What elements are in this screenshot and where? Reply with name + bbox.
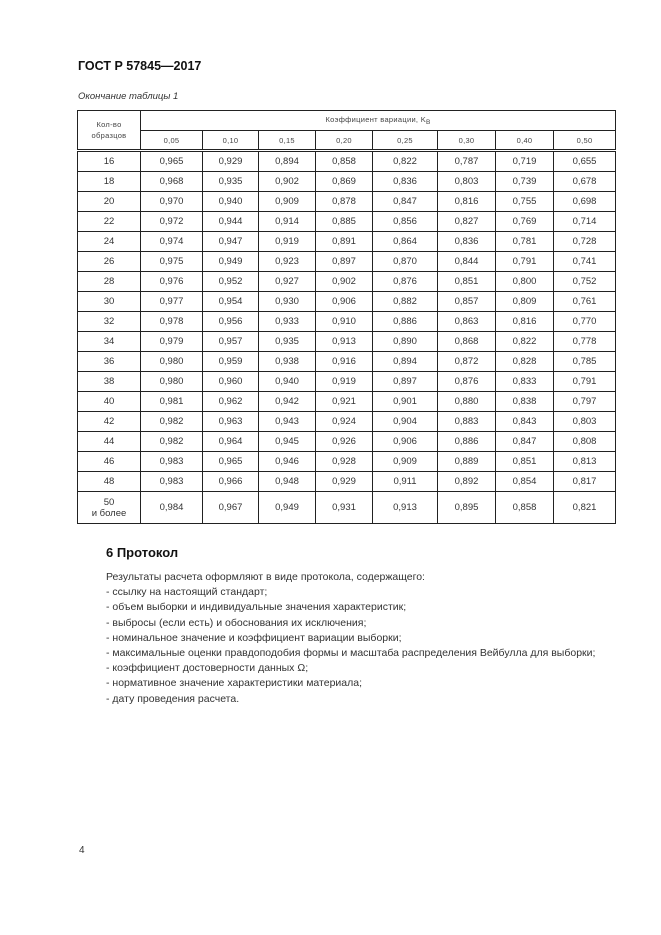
value-cell: 0,698 (554, 192, 616, 212)
value-cell: 0,935 (203, 172, 259, 192)
value-cell: 0,785 (554, 352, 616, 372)
value-cell: 0,940 (259, 372, 316, 392)
protocol-list-item: - дату проведения расчета. (106, 692, 240, 705)
value-cell: 0,847 (496, 432, 554, 452)
value-cell: 0,957 (203, 332, 259, 352)
value-cell: 0,982 (141, 432, 203, 452)
value-cell: 0,778 (554, 332, 616, 352)
value-cell: 0,972 (141, 212, 203, 232)
sample-count-cell: 46 (78, 452, 141, 472)
value-cell: 0,976 (141, 272, 203, 292)
value-cell: 0,803 (438, 172, 496, 192)
value-cell: 0,878 (316, 192, 373, 212)
value-cell: 0,816 (496, 312, 554, 332)
value-cell: 0,872 (438, 352, 496, 372)
value-cell: 0,946 (259, 452, 316, 472)
value-cell: 0,886 (438, 432, 496, 452)
value-cell: 0,869 (316, 172, 373, 192)
sample-count-cell: 24 (78, 232, 141, 252)
sample-count-cell: 16 (78, 151, 141, 172)
value-cell: 0,938 (259, 352, 316, 372)
value-cell: 0,714 (554, 212, 616, 232)
value-cell: 0,966 (203, 472, 259, 492)
value-cell: 0,965 (203, 452, 259, 472)
value-cell: 0,924 (316, 412, 373, 432)
value-cell: 0,970 (141, 192, 203, 212)
value-cell: 0,909 (259, 192, 316, 212)
value-cell: 0,926 (316, 432, 373, 452)
table-row (78, 232, 616, 252)
value-cell: 0,844 (438, 252, 496, 272)
value-cell: 0,984 (141, 492, 203, 524)
value-cell: 0,822 (496, 332, 554, 352)
value-cell: 0,897 (373, 372, 438, 392)
value-cell: 0,808 (554, 432, 616, 452)
value-cell: 0,980 (141, 352, 203, 372)
value-cell: 0,928 (316, 452, 373, 472)
value-cell: 0,965 (141, 151, 203, 172)
value-cell: 0,816 (438, 192, 496, 212)
protocol-list-item: - объем выборки и индивидуальные значения характеристик; (106, 601, 407, 614)
value-cell: 0,897 (316, 252, 373, 272)
table-row (78, 352, 616, 372)
table-row (78, 332, 616, 352)
value-cell: 0,943 (259, 412, 316, 432)
value-cell: 0,909 (373, 452, 438, 472)
value-cell: 0,886 (373, 312, 438, 332)
value-cell: 0,854 (496, 472, 554, 492)
value-cell: 0,827 (438, 212, 496, 232)
value-cell: 0,952 (203, 272, 259, 292)
value-cell: 0,891 (316, 232, 373, 252)
value-cell: 0,741 (554, 252, 616, 272)
value-cell: 0,983 (141, 452, 203, 472)
value-cell: 0,945 (259, 432, 316, 452)
sample-count-cell: 32 (78, 312, 141, 332)
section-title: 6 Протокол (106, 545, 179, 560)
value-cell: 0,851 (496, 452, 554, 472)
sample-count-cell: 44 (78, 432, 141, 452)
sample-count-cell: 22 (78, 212, 141, 232)
column-header: 0,40 (496, 131, 554, 151)
value-cell: 0,960 (203, 372, 259, 392)
value-cell: 0,858 (316, 151, 373, 172)
table-row (78, 192, 616, 212)
value-cell: 0,927 (259, 272, 316, 292)
value-cell: 0,959 (203, 352, 259, 372)
column-header: 0,25 (373, 131, 438, 151)
value-cell: 0,901 (373, 392, 438, 412)
value-cell: 0,781 (496, 232, 554, 252)
value-cell: 0,895 (438, 492, 496, 524)
section-body (106, 570, 616, 707)
value-cell: 0,719 (496, 151, 554, 172)
value-cell: 0,883 (438, 412, 496, 432)
value-cell: 0,761 (554, 292, 616, 312)
value-cell: 0,838 (496, 392, 554, 412)
value-cell: 0,962 (203, 392, 259, 412)
value-cell: 0,755 (496, 192, 554, 212)
value-cell: 0,929 (203, 151, 259, 172)
column-header: 0,50 (554, 131, 616, 151)
value-cell: 0,800 (496, 272, 554, 292)
value-cell: 0,948 (259, 472, 316, 492)
protocol-list-item: - номинальное значение и коэффициент вариации выборки; (106, 631, 402, 644)
table-row (78, 172, 616, 192)
value-cell: 0,982 (141, 412, 203, 432)
value-cell: 0,944 (203, 212, 259, 232)
table-row (78, 151, 616, 172)
sample-count-cell: 36 (78, 352, 141, 372)
table-row (78, 252, 616, 272)
value-cell: 0,803 (554, 412, 616, 432)
section-intro: Результаты расчета оформляют в виде протокола, содержащего: (106, 571, 425, 583)
protocol-list-item: - выбросы (если есть) и обоснования их исключения; (106, 616, 367, 629)
value-cell: 0,964 (203, 432, 259, 452)
value-cell: 0,967 (203, 492, 259, 524)
value-cell: 0,822 (373, 151, 438, 172)
column-header: 0,15 (259, 131, 316, 151)
value-cell: 0,913 (316, 332, 373, 352)
sample-count-cell: 40 (78, 392, 141, 412)
table-row (78, 392, 616, 412)
table-caption: Окончание таблицы 1 (78, 91, 179, 102)
value-cell: 0,892 (438, 472, 496, 492)
value-cell: 0,828 (496, 352, 554, 372)
value-cell: 0,858 (496, 492, 554, 524)
value-cell: 0,904 (373, 412, 438, 432)
value-cell: 0,739 (496, 172, 554, 192)
protocol-list-item: - коэффициент достоверности данных Ω; (106, 662, 309, 675)
table-row (78, 312, 616, 332)
value-cell: 0,980 (141, 372, 203, 392)
sample-count-cell: 48 (78, 472, 141, 492)
value-cell: 0,833 (496, 372, 554, 392)
value-cell: 0,977 (141, 292, 203, 312)
table-row (78, 292, 616, 312)
value-cell: 0,851 (438, 272, 496, 292)
sample-count-cell: 30 (78, 292, 141, 312)
value-cell: 0,923 (259, 252, 316, 272)
value-cell: 0,935 (259, 332, 316, 352)
sample-count-cell: 28 (78, 272, 141, 292)
value-cell: 0,947 (203, 232, 259, 252)
value-cell: 0,876 (373, 272, 438, 292)
value-cell: 0,983 (141, 472, 203, 492)
protocol-list-item: - нормативное значение характеристики материала; (106, 677, 363, 690)
table-row (78, 472, 616, 492)
value-cell: 0,868 (438, 332, 496, 352)
value-cell: 0,889 (438, 452, 496, 472)
column-header: 0,20 (316, 131, 373, 151)
value-cell: 0,864 (373, 232, 438, 252)
sample-count-cell: 38 (78, 372, 141, 392)
value-cell: 0,968 (141, 172, 203, 192)
table-row (78, 372, 616, 392)
value-cell: 0,902 (316, 272, 373, 292)
table-row (78, 492, 616, 524)
group-header-variation-coefficient: Коэффициент вариации, KВ (141, 111, 616, 131)
value-cell: 0,863 (438, 312, 496, 332)
column-header: 0,05 (141, 131, 203, 151)
value-cell: 0,933 (259, 312, 316, 332)
value-cell: 0,817 (554, 472, 616, 492)
table-row (78, 452, 616, 472)
value-cell: 0,813 (554, 452, 616, 472)
value-cell: 0,981 (141, 392, 203, 412)
table-row (78, 432, 616, 452)
value-cell: 0,678 (554, 172, 616, 192)
value-cell: 0,954 (203, 292, 259, 312)
value-cell: 0,949 (203, 252, 259, 272)
value-cell: 0,931 (316, 492, 373, 524)
table-row (78, 272, 616, 292)
value-cell: 0,880 (438, 392, 496, 412)
value-cell: 0,882 (373, 292, 438, 312)
value-cell: 0,787 (438, 151, 496, 172)
value-cell: 0,876 (438, 372, 496, 392)
value-cell: 0,974 (141, 232, 203, 252)
value-cell: 0,910 (316, 312, 373, 332)
value-cell: 0,919 (259, 232, 316, 252)
value-cell: 0,956 (203, 312, 259, 332)
value-cell: 0,870 (373, 252, 438, 272)
sample-count-cell: 18 (78, 172, 141, 192)
value-cell: 0,916 (316, 352, 373, 372)
value-cell: 0,836 (438, 232, 496, 252)
protocol-list-item: - максимальные оценки правдоподобия формы и масштаба распределения Вейбулла для выборки; (106, 647, 596, 660)
value-cell: 0,913 (373, 492, 438, 524)
document-code: ГОСТ Р 57845—2017 (78, 59, 202, 73)
table-row (78, 412, 616, 432)
value-cell: 0,770 (554, 312, 616, 332)
value-cell: 0,836 (373, 172, 438, 192)
value-cell: 0,979 (141, 332, 203, 352)
value-cell: 0,978 (141, 312, 203, 332)
sample-count-cell: 42 (78, 412, 141, 432)
value-cell: 0,942 (259, 392, 316, 412)
value-cell: 0,894 (373, 352, 438, 372)
value-cell: 0,728 (554, 232, 616, 252)
value-cell: 0,906 (316, 292, 373, 312)
column-header: 0,10 (203, 131, 259, 151)
page-number: 4 (79, 845, 85, 856)
value-cell: 0,929 (316, 472, 373, 492)
value-cell: 0,791 (554, 372, 616, 392)
value-cell: 0,857 (438, 292, 496, 312)
sample-count-cell: 26 (78, 252, 141, 272)
value-cell: 0,843 (496, 412, 554, 432)
value-cell: 0,902 (259, 172, 316, 192)
value-cell: 0,930 (259, 292, 316, 312)
sample-count-cell: 20 (78, 192, 141, 212)
protocol-list-item: - ссылку на настоящий стандарт; (106, 586, 268, 599)
value-cell: 0,911 (373, 472, 438, 492)
column-header: 0,30 (438, 131, 496, 151)
value-cell: 0,752 (554, 272, 616, 292)
value-cell: 0,797 (554, 392, 616, 412)
value-cell: 0,949 (259, 492, 316, 524)
value-cell: 0,655 (554, 151, 616, 172)
value-cell: 0,919 (316, 372, 373, 392)
value-cell: 0,914 (259, 212, 316, 232)
sample-count-cell: 50 и более (78, 492, 141, 524)
value-cell: 0,769 (496, 212, 554, 232)
value-cell: 0,791 (496, 252, 554, 272)
value-cell: 0,856 (373, 212, 438, 232)
value-cell: 0,963 (203, 412, 259, 432)
value-cell: 0,847 (373, 192, 438, 212)
value-cell: 0,921 (316, 392, 373, 412)
sample-count-cell: 34 (78, 332, 141, 352)
value-cell: 0,809 (496, 292, 554, 312)
coefficient-table (77, 110, 616, 524)
row-header-sample-count: Кол-во образцов (78, 111, 141, 151)
value-cell: 0,894 (259, 151, 316, 172)
value-cell: 0,940 (203, 192, 259, 212)
value-cell: 0,821 (554, 492, 616, 524)
value-cell: 0,890 (373, 332, 438, 352)
table-row (78, 212, 616, 232)
value-cell: 0,906 (373, 432, 438, 452)
value-cell: 0,975 (141, 252, 203, 272)
value-cell: 0,885 (316, 212, 373, 232)
